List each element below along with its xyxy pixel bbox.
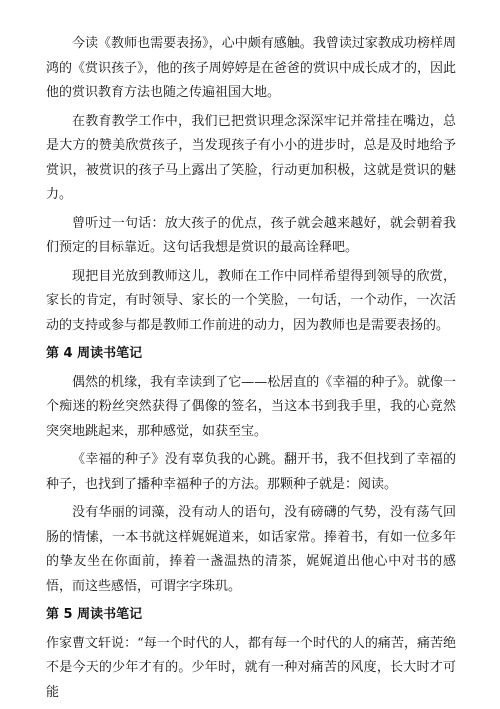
paragraph: 在教育教学工作中，我们已把赏识理念深深牢记并常挂在嘴边，总是大方的赞美欣赏孩子，当发现孩子有小小的进步时，总是及时地给予赏识，被赏识的孩子马上露出了笑脸，行动更加积极，这就是赏识的魅力。 xyxy=(46,113,456,202)
paragraph: 没有华丽的词藻，没有动人的语句，没有磅礴的气势，没有荡气回肠的情愫，一本书就这样娓娓道来，如话家常。捧着书，有如一位多年的挚友坐在你面前，捧着一盏温热的清茶，娓娓道出他心中对书的感悟，而这些感悟，可谓字字珠玑。 xyxy=(46,505,456,594)
section-heading-week5: 第 5 周读书笔记 xyxy=(46,607,143,622)
paragraph: 现把目光放到教师这儿，教师在工作中同样希望得到领导的欣赏，家长的肯定，有时领导、家长的一个笑脸，一句话，一个动作，一次活动的支持或参与都是教师工作前进的动力，因为教师也是需要表扬的。 xyxy=(46,268,456,333)
paragraph: 偶然的机缘，我有幸读到了它——松居直的《幸福的种子》。就像一个痴迷的粉丝突然获得了偶像的签名，当这本书到我手里，我的心竟然突突地跳起来，那种感觉，如获至宝。 xyxy=(46,374,456,439)
paragraph: 《幸福的种子》没有辜负我的心跳。翻开书，我不但找到了幸福的种子，也找到了播种幸福种子的方法。那颗种子就是：阅读。 xyxy=(46,452,456,492)
paragraph: 作家曹文轩说：“每一个时代的人，都有每一个时代的人的痛苦，痛苦绝不是今天的少年才有的。少年时，就有一种对痛苦的风度，长大时才可能 xyxy=(46,635,456,700)
paragraph: 曾听过一句话：放大孩子的优点，孩子就会越来越好，就会朝着我们预定的目标靠近。这句话我想是赏识的最高诠释吧。 xyxy=(46,215,456,255)
section-heading-week4: 第 4 周读书笔记 xyxy=(46,346,143,361)
document-body xyxy=(46,32,456,709)
paragraph: 今读《教师也需要表扬》，心中颇有感触。我曾读过家教成功榜样周鸿的《赏识孩子》，他的孩子周婷婷是在爸爸的赏识中成长成才的，因此他的赏识教育方法也随之传遍祖国大地。 xyxy=(46,36,456,100)
